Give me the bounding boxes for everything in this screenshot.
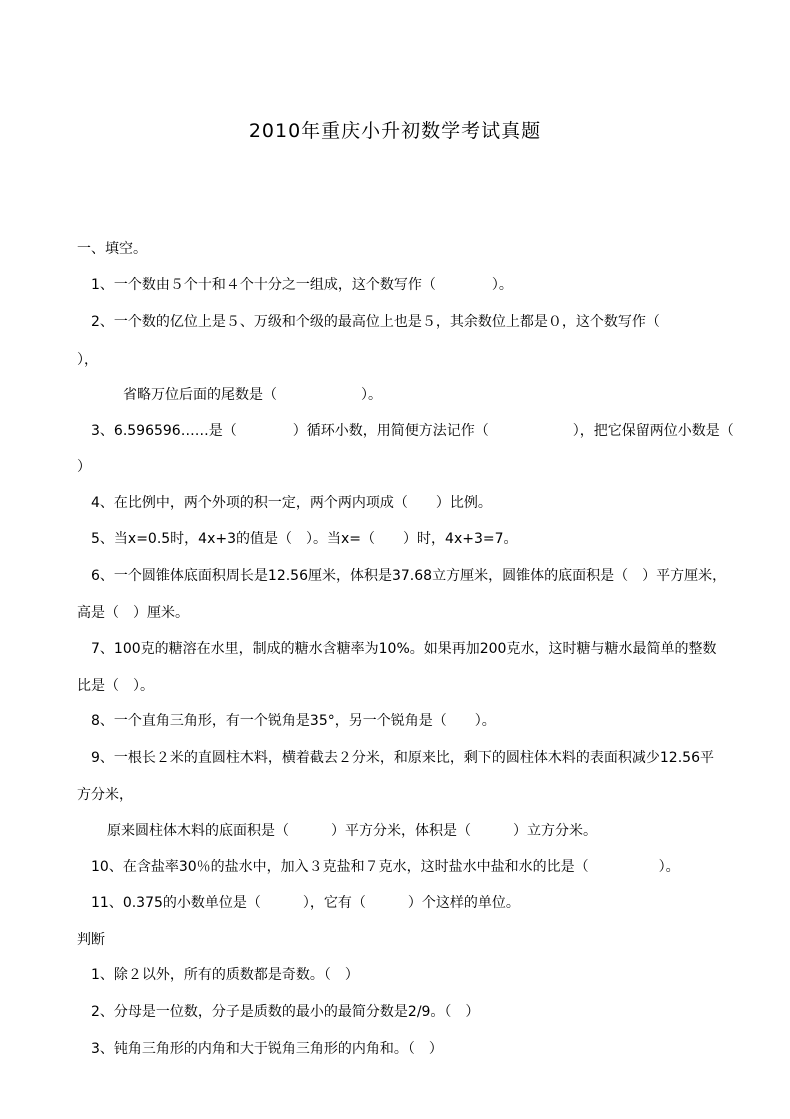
question-6-line-2: 高是（ ）厘米。 [77, 605, 189, 621]
question-11: 11、0.375的小数单位是（ ），它有（ ）个这样的单位。 [91, 895, 520, 911]
question-2-line-1: 2、一个数的亿位上是５、万级和个级的最高位上也是５，其余数位上都是０，这个数写作（ [91, 314, 660, 330]
section-heading-judgment: 判断 [77, 932, 105, 948]
question-6-line-1: 6、一个圆锥体底面积周长是12.56厘米，体积是37.68立方厘米，圆锥体的底面积是（ ）平方厘米， [91, 568, 727, 584]
judgment-3: 3、钝角三角形的内角和大于锐角三角形的内角和。（ ） [91, 1041, 443, 1057]
question-9-line-3: 原来圆柱体木料的底面积是（ ）平方分米，体积是（ ）立方分米。 [107, 823, 597, 839]
question-2-line-3: 省略万位后面的尾数是（ ）。 [123, 387, 382, 403]
question-3-line-1: 3、6.596596……是（ ）循环小数，用简便方法记作（ ），把它保留两位小数是（ [91, 423, 734, 439]
question-4: 4、在比例中，两个外项的积一定，两个两内项成（ ）比例。 [91, 495, 492, 511]
section-heading-fill-in: 一、填空。 [77, 241, 147, 257]
question-10: 10、在含盐率30％的盐水中，加入３克盐和７克水，这时盐水中盐和水的比是（ ）。 [91, 859, 680, 875]
question-1: 1、一个数由５个十和４个十分之一组成，这个数写作（ ）。 [91, 277, 513, 293]
page-title: 2010年重庆小升初数学考试真题 [248, 120, 542, 142]
question-7-line-2: 比是（ ）。 [77, 678, 154, 694]
question-7-line-1: 7、100克的糖溶在水里，制成的糖水含糖率为10%。如果再加200克水，这时糖与糖水最简单的整数 [91, 641, 717, 657]
question-9-line-1: 9、一根长２米的直圆柱木料，横着截去２分米，和原来比，剩下的圆柱体木料的表面积减少12.56平 [91, 750, 714, 766]
judgment-1: 1、除２以外，所有的质数都是奇数。（ ） [91, 967, 359, 983]
question-2-line-2: ）， [77, 352, 98, 368]
question-9-line-2: 方分米， [77, 787, 133, 803]
question-3-line-2: ） [77, 459, 91, 475]
question-5: 5、当x=0.5时，4x+3的值是（ ）。当x=（ ）时，4x+3=7。 [91, 531, 518, 547]
judgment-2: 2、分母是一位数，分子是质数的最小的最简分数是2/9。（ ） [91, 1004, 480, 1020]
question-8: 8、一个直角三角形，有一个锐角是35°，另一个锐角是（ ）。 [91, 713, 496, 729]
